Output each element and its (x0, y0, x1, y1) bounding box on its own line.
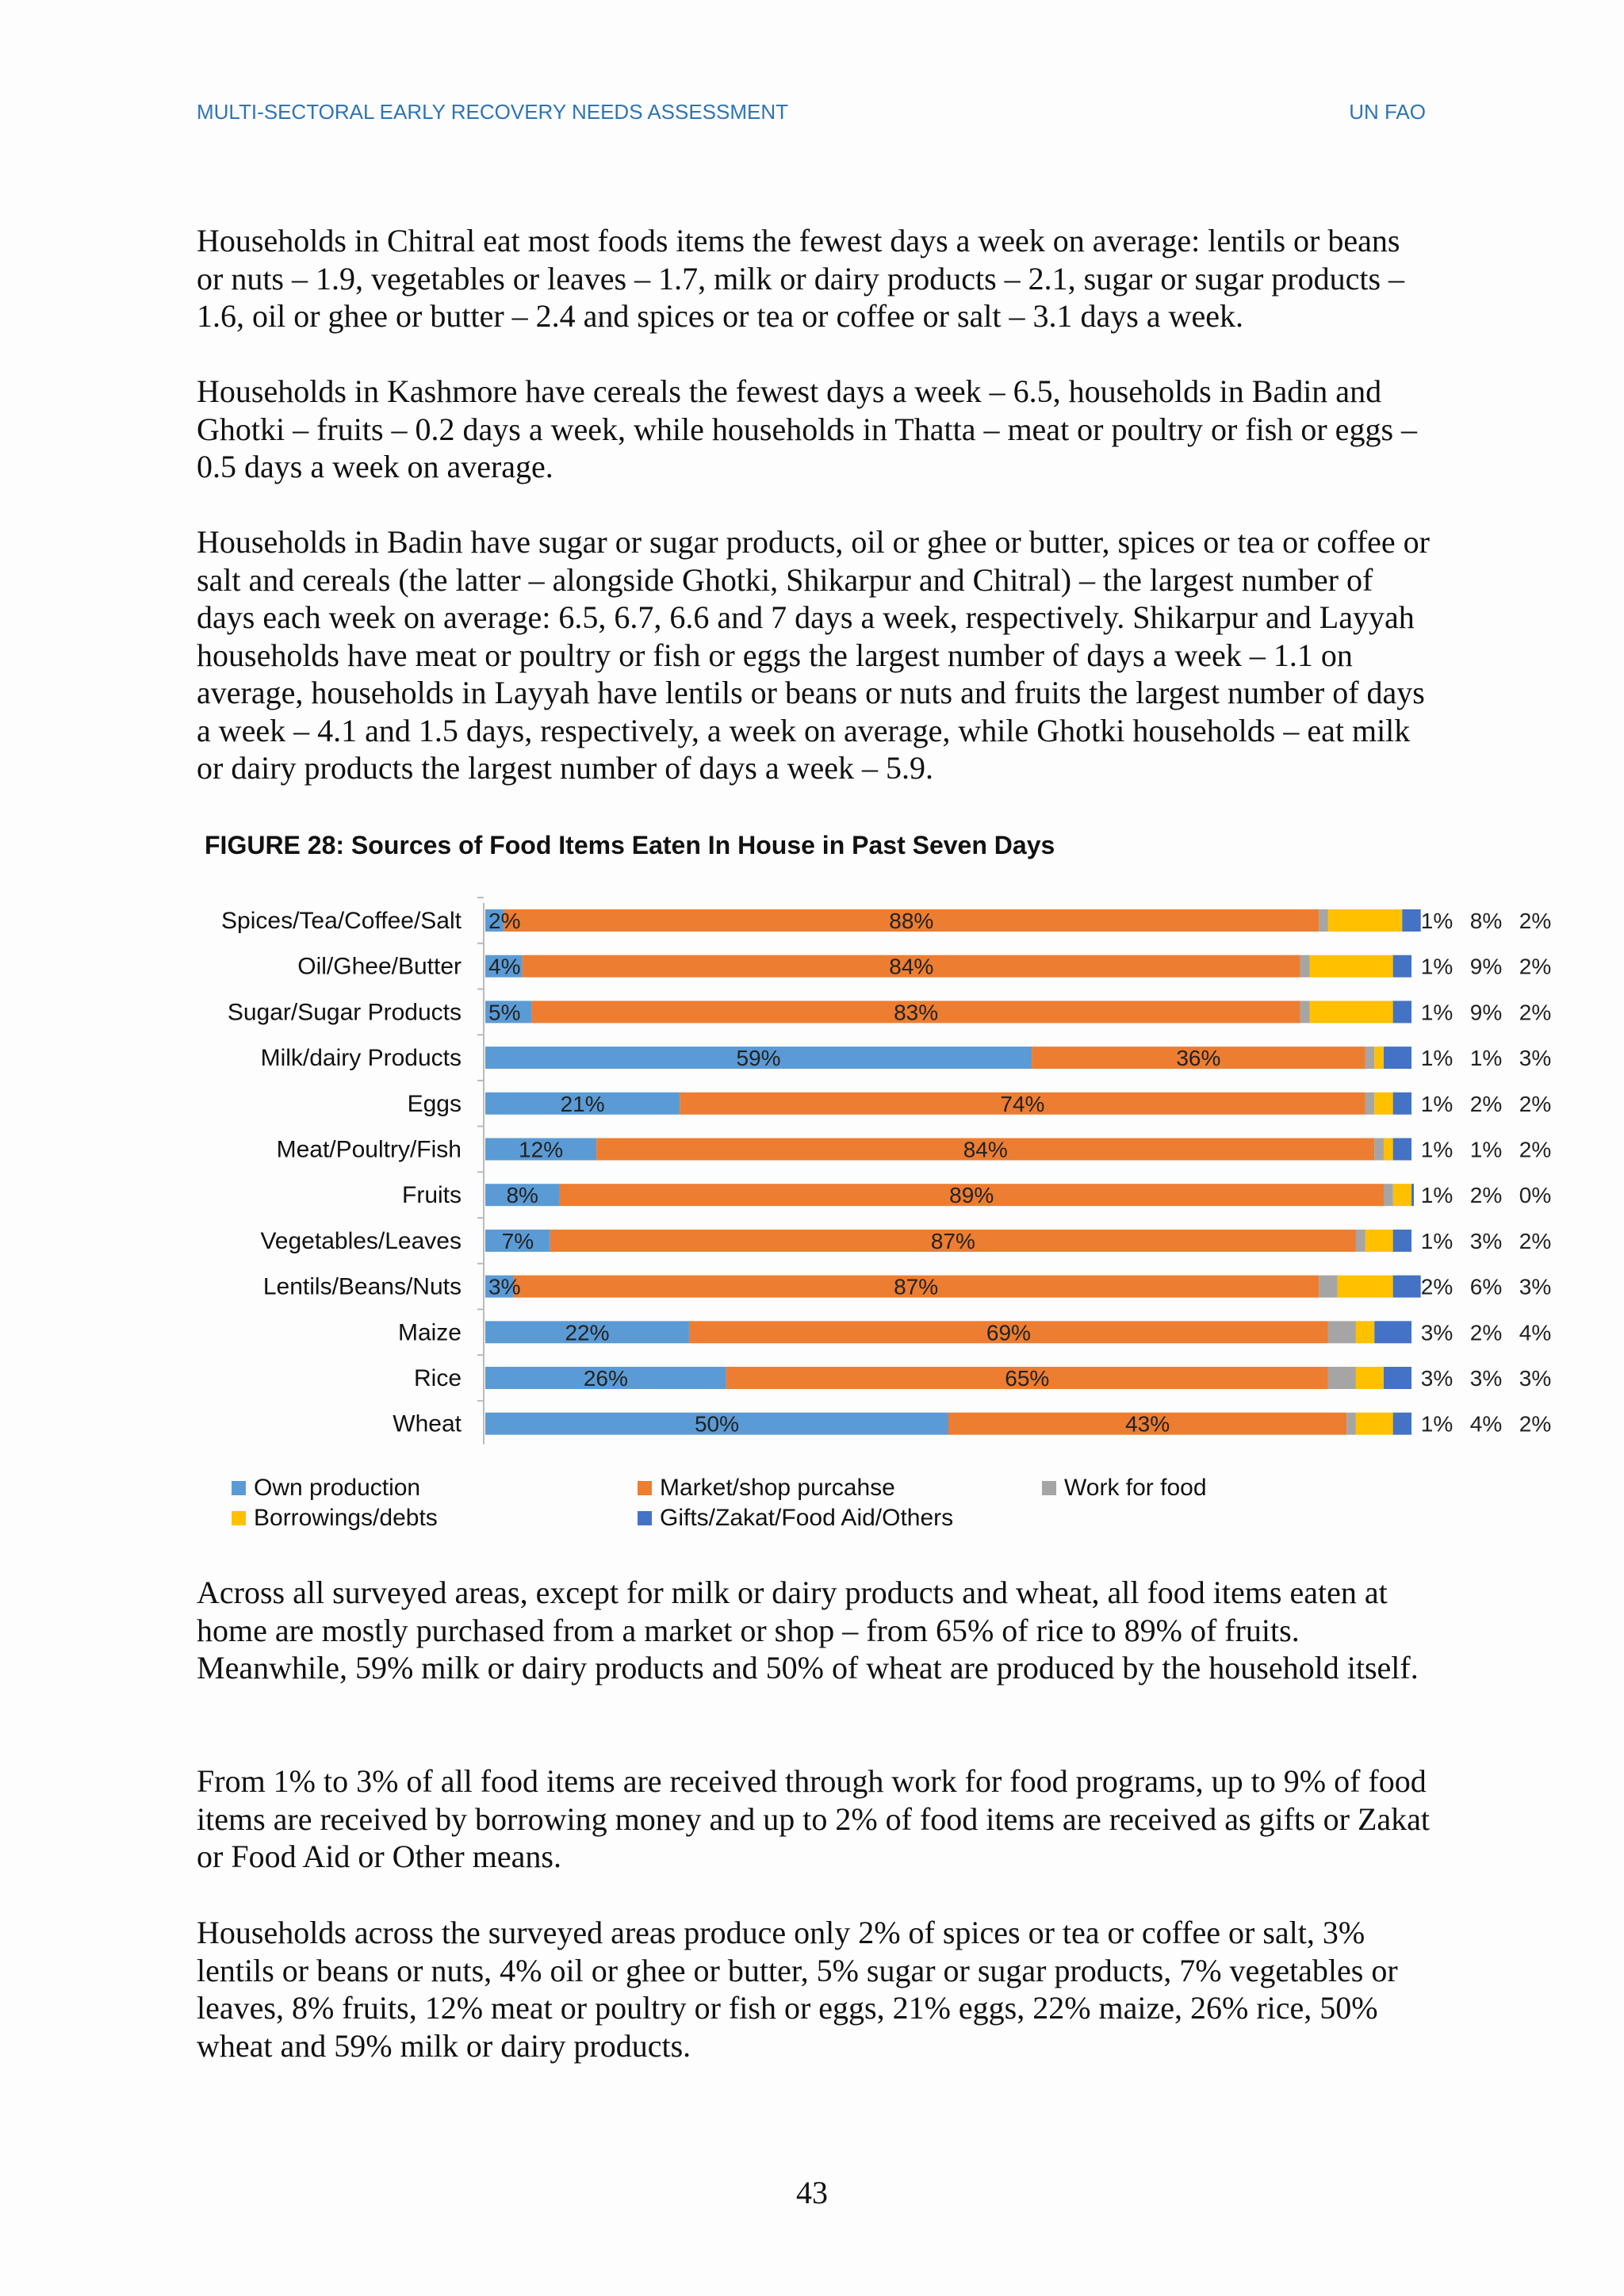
data-label: 65% (1005, 1366, 1050, 1391)
data-label: 2% (1519, 1228, 1552, 1253)
bar-segment (1365, 1093, 1375, 1115)
data-label: 8% (1469, 909, 1503, 933)
data-label: 69% (986, 1320, 1031, 1345)
bar-segment (1393, 1413, 1411, 1435)
data-label: 2% (1469, 1183, 1503, 1208)
data-label: 87% (894, 1274, 939, 1299)
data-label: 3% (488, 1274, 521, 1299)
data-label: 87% (930, 1228, 975, 1253)
stacked-bar-chart (0, 880, 1624, 1483)
data-label: 74% (1000, 1091, 1045, 1116)
data-label: 1% (1420, 909, 1454, 933)
category-label: Oil/Ghee/Butter (297, 953, 462, 980)
data-label: 1% (1469, 1046, 1503, 1071)
data-label: 1% (1420, 1091, 1454, 1116)
bar-segment (1328, 909, 1402, 932)
category-label: Lentils/Beans/Nuts (262, 1273, 462, 1300)
data-label: 4% (1469, 1411, 1503, 1437)
category-label: Spices/Tea/Coffee/Salt (221, 908, 462, 934)
data-label: 26% (583, 1366, 628, 1391)
data-label: 2% (1519, 909, 1552, 933)
category-label: Eggs (407, 1090, 462, 1117)
bar-segment (1328, 1321, 1356, 1343)
data-label: 4% (1519, 1320, 1552, 1345)
legend-swatch (638, 1481, 652, 1495)
bar-segment (1356, 1367, 1384, 1389)
running-header-title: MULTI-SECTORAL EARLY RECOVERY NEEDS ASSESSMENT (197, 100, 789, 124)
bar-segment (1319, 909, 1328, 932)
paragraph: Households in Chitral eat most foods items the fewest days a week on average: lentils or beans or nuts – 1.9, vegetables or leaves – 1.7, milk or dairy products – 2.1, sugar or sugar products – 1.6, oil or ghee or butter – 2.4 and spices or tea or coffee or salt – 3.1 days a week. (197, 223, 1405, 334)
bar-segment (1374, 1047, 1384, 1069)
data-label: 88% (889, 909, 934, 933)
data-label: 8% (506, 1183, 538, 1208)
data-label: 1% (1420, 1411, 1454, 1437)
data-label: 36% (1176, 1046, 1221, 1071)
data-label: 3% (1469, 1366, 1503, 1391)
category-label: Fruits (402, 1182, 462, 1209)
legend-item (638, 1475, 895, 1502)
paragraph: Households in Kashmore have cereals the fewest days a week – 6.5, households in Badin and Ghotki – fruits – 0.2 days a week, while households in Thatta – meat or poultry or fish or eggs – 0.5 days a week on average. (197, 373, 1418, 484)
data-label: 2% (1519, 1000, 1552, 1025)
paragraph: Households across the surveyed areas produce only 2% of spices or tea or coffee or salt, 3% lentils or beans or nuts, 4% oil or ghee or butter, 5% sugar or sugar products, 7% vegetables or leaves, 8% fruits, 12% meat or poultry or fish or eggs, 21% eggs, 22% maize, 26% rice, 50% wheat and 59% milk or dairy products. (197, 1915, 1398, 2064)
data-label: 9% (1469, 1000, 1503, 1025)
category-label: Vegetables/Leaves (260, 1227, 462, 1254)
legend-label: Market/shop purcahse (660, 1475, 895, 1501)
data-label: 21% (560, 1091, 605, 1116)
running-header-org: UN FAO (1349, 100, 1426, 124)
legend-swatch (232, 1481, 246, 1495)
data-label: 12% (519, 1137, 564, 1162)
bar-segment (1384, 1367, 1411, 1389)
data-label: 89% (949, 1183, 994, 1208)
legend-label: Own production (254, 1475, 421, 1501)
data-label: 50% (694, 1411, 740, 1437)
bar-segment (1411, 1184, 1414, 1206)
data-label: 0% (1519, 1183, 1552, 1208)
bar-segment (1365, 1230, 1393, 1252)
bar-segment (1356, 1413, 1393, 1435)
data-label: 2% (1519, 1411, 1552, 1437)
category-label: Maize (397, 1319, 462, 1346)
data-label: 2% (1469, 1320, 1503, 1345)
data-label: 1% (1469, 1137, 1503, 1162)
paragraph: From 1% to 3% of all food items are received through work for food programs, up to 9% of food items are received by borrowing money and up to 2% of food items are received as gifts or Zakat or Food Aid or Other means. (197, 1763, 1431, 1874)
bar-segment (1393, 955, 1411, 978)
bar-segment (1402, 909, 1420, 932)
data-label: 2% (1420, 1274, 1454, 1299)
page-number: 43 (796, 2175, 828, 2210)
data-label: 2% (1469, 1091, 1503, 1116)
legend-swatch (1042, 1481, 1056, 1495)
data-label: 1% (1420, 1183, 1454, 1208)
bar-segment (1300, 955, 1310, 978)
legend-label: Work for food (1064, 1475, 1207, 1501)
data-label: 83% (894, 1000, 939, 1025)
data-label: 1% (1420, 1000, 1454, 1025)
data-label: 4% (488, 954, 521, 979)
bar-segment (1384, 1047, 1411, 1069)
data-label: 3% (1519, 1046, 1552, 1071)
data-label: 5% (488, 1000, 521, 1025)
data-label: 2% (1519, 1137, 1552, 1162)
data-label: 84% (963, 1137, 1008, 1162)
data-label: 9% (1469, 954, 1503, 979)
category-label: Wheat (393, 1410, 462, 1437)
data-label: 7% (501, 1228, 534, 1253)
legend-label: Gifts/Zakat/Food Aid/Others (660, 1505, 954, 1531)
data-label: 2% (1519, 1091, 1552, 1116)
legend-swatch (232, 1511, 246, 1525)
legend-swatch (638, 1511, 652, 1525)
legend-item (1042, 1475, 1207, 1502)
category-label: Meat/Poultry/Fish (276, 1136, 462, 1163)
data-label: 2% (488, 909, 521, 933)
bar-segment (1393, 1184, 1411, 1206)
bar-segment (1346, 1413, 1356, 1435)
bar-segment (1328, 1367, 1356, 1389)
paragraph: Across all surveyed areas, except for milk or dairy products and wheat, all food items eaten at home are mostly purchased from a market or shop – from 65% of rice to 89% of fruits. Meanwhile, 59% milk or dairy products and 50% of wheat are produced by the household itself. (197, 1575, 1419, 1686)
bar-segment (1310, 955, 1393, 978)
bar-segment (1319, 1276, 1337, 1298)
bar-segment (1374, 1093, 1392, 1115)
category-label: Milk/dairy Products (260, 1045, 462, 1072)
data-label: 1% (1420, 954, 1454, 979)
bar-segment (1384, 1138, 1393, 1161)
category-label: Sugar/Sugar Products (227, 999, 462, 1026)
bar-segment (1365, 1047, 1375, 1069)
bar-segment (1356, 1321, 1374, 1343)
bar-segment (1384, 1184, 1393, 1206)
data-label: 3% (1420, 1366, 1454, 1391)
bar-segment (1338, 1276, 1393, 1298)
legend-item (638, 1505, 953, 1532)
bar-segment (1310, 1001, 1393, 1023)
bar-segment (1393, 1138, 1411, 1161)
data-label: 2% (1519, 954, 1552, 979)
figure-title: FIGURE 28: Sources of Food Items Eaten In House in Past Seven Days (205, 831, 1055, 859)
bar-segment (1356, 1230, 1365, 1252)
legend-item (232, 1505, 438, 1532)
data-label: 6% (1469, 1274, 1503, 1299)
bar-segment (1374, 1321, 1411, 1343)
data-label: 43% (1125, 1411, 1170, 1437)
data-label: 1% (1420, 1046, 1454, 1071)
data-label: 3% (1469, 1228, 1503, 1253)
bar-segment (1393, 1093, 1411, 1115)
paragraph: Households in Badin have sugar or sugar products, oil or ghee or butter, spices or tea or coffee or salt and cereals (the latter – alongside Ghotki, Shikarpur and Chitral) – the largest number of days each week on average: 6.5, 6.7, 6.6 and 7 days a week, respectively. Shikarpur and Layyah households have meat or poultry or fish or eggs the largest number of days a week – 1.1 on average, households in Layyah have lentils or beans or nuts and fruits the largest number of days a week – 4.1 and 1.5 days, respectively, a week on average, while Ghotki households – eat milk or dairy products the largest number of days a week – 5.9. (197, 524, 1430, 786)
data-label: 3% (1519, 1366, 1552, 1391)
legend-label: Borrowings/debts (254, 1505, 438, 1531)
data-label: 1% (1420, 1228, 1454, 1253)
data-label: 84% (889, 954, 934, 979)
data-label: 59% (736, 1046, 781, 1071)
legend-item (232, 1475, 420, 1502)
data-label: 22% (565, 1320, 610, 1345)
bar-segment (1393, 1276, 1421, 1298)
bar-segment (1393, 1230, 1411, 1252)
data-label: 1% (1420, 1137, 1454, 1162)
data-label: 3% (1519, 1274, 1552, 1299)
bar-segment (1393, 1001, 1411, 1023)
bar-segment (1374, 1138, 1384, 1161)
category-label: Rice (413, 1365, 462, 1391)
bar-segment (1300, 1001, 1310, 1023)
data-label: 3% (1420, 1320, 1454, 1345)
